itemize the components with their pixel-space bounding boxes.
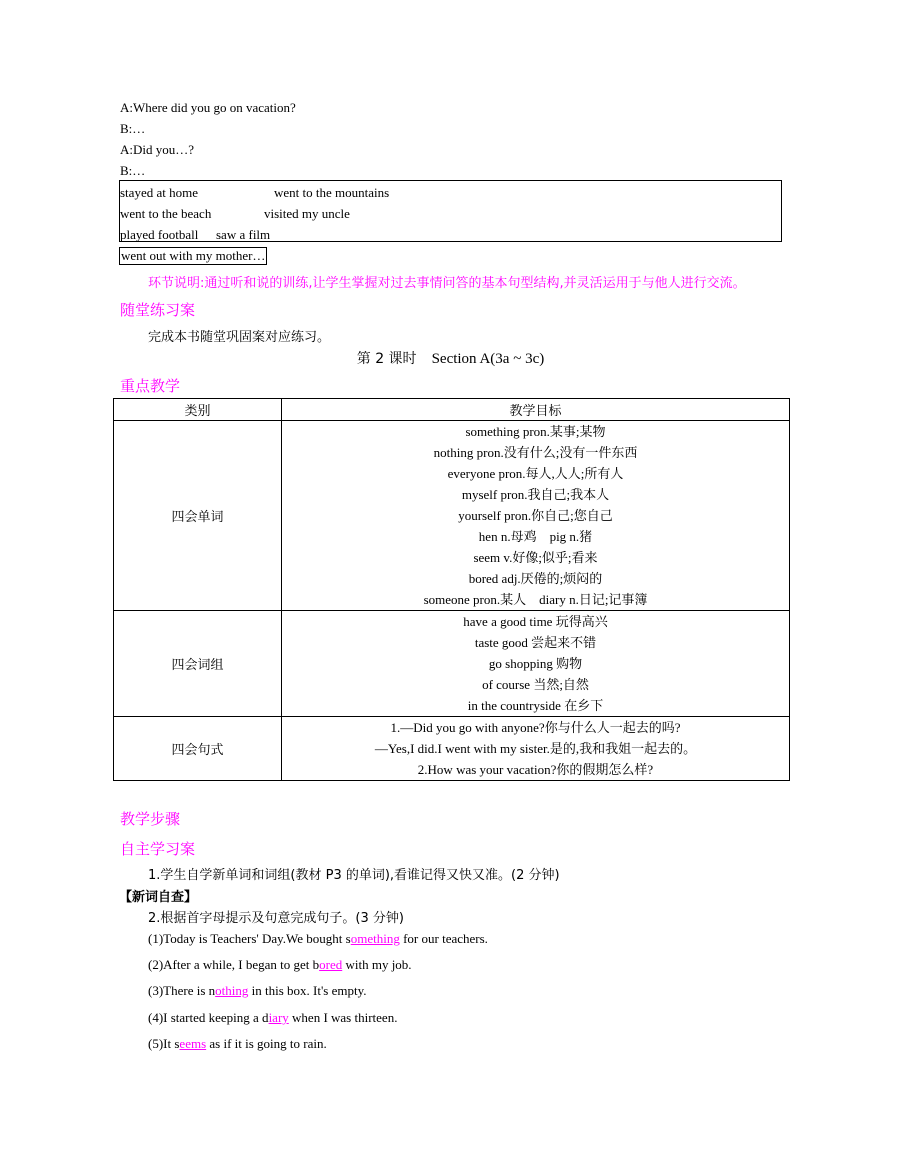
sentence-text: as if it is going to rain. <box>206 1036 327 1051</box>
dialogue-line-b1: B:… <box>120 121 146 136</box>
phrase: visited my uncle <box>264 206 350 221</box>
goal-item: someone pron.某人 diary n.日记;记事簿 <box>423 592 648 607</box>
sentence-text: (4)I started keeping a d <box>148 1010 269 1025</box>
category-cell: 四会词组 <box>114 611 282 717</box>
sentence-text: (5)It s <box>148 1036 180 1051</box>
answer-blank: eems <box>179 1036 207 1051</box>
dialogue-line-a1: A:Where did you go on vacation? <box>120 100 296 115</box>
phrase: played football <box>120 227 199 242</box>
answer-blank: iary <box>268 1010 289 1025</box>
key-teaching-heading: 重点教学 <box>120 377 181 395</box>
sentence <box>148 1036 327 1052</box>
sentence <box>148 1010 397 1026</box>
goal-item: myself pron.我自己;我本人 <box>461 487 610 502</box>
steps-heading: 教学步骤 <box>120 810 181 828</box>
goal-item: 2.How was your vacation?你的假期怎么样? <box>417 762 654 777</box>
dialogue-line-a2: A:Did you…? <box>120 142 195 157</box>
table-row <box>114 421 790 611</box>
sentence <box>148 983 367 999</box>
goal-item: yourself pron.你自己;您自己 <box>458 508 613 523</box>
teaching-goals-table <box>113 398 790 781</box>
sentence-text: for our teachers. <box>399 931 488 946</box>
phrase: went to the beach <box>120 206 212 221</box>
goal-item: something pron.某事;某物 <box>465 424 606 439</box>
section-note: 环节说明:通过听和说的训练,让学生掌握对过去事情问答的基本句型结构,并灵活运用于与他人进行交流。 <box>148 276 746 291</box>
category-cell: 四会句式 <box>114 717 282 781</box>
task-1: 1.学生自学新单词和词组(教材 P3 的单词),看谁记得又快又准。(2 分钟) <box>148 868 560 883</box>
goal-item: taste good 尝起来不错 <box>474 635 597 650</box>
goal-item: —Yes,I did.I went with my sister.是的,我和我姐一起去的。 <box>374 741 697 756</box>
goal-item: go shopping 购物 <box>488 656 583 671</box>
goal-item: have a good time 玩得高兴 <box>463 614 608 629</box>
new-words-heading: 【新词自查】 <box>119 890 198 905</box>
phrase: went to the mountains <box>274 185 390 200</box>
goal-item: everyone pron.每人,人人;所有人 <box>447 466 624 481</box>
table-header-row <box>114 399 790 421</box>
goal-item: bored adj.厌倦的;烦闷的 <box>468 571 603 586</box>
sentence <box>148 957 412 973</box>
goal-item: hen n.母鸡 pig n.猪 <box>478 529 593 544</box>
goal-cell <box>282 421 790 611</box>
sentence-text: (3)There is n <box>148 983 216 998</box>
goal-item: 1.—Did you go with anyone?你与什么人一起去的吗? <box>390 720 681 735</box>
goal-cell <box>282 717 790 781</box>
lesson-title-cn: 第 2 课时 <box>356 351 417 367</box>
phrase-box-extra: went out with my mother… <box>121 248 266 263</box>
sentence-text: when I was thirteen. <box>288 1010 398 1025</box>
sentence <box>148 931 488 947</box>
phrase: saw a film <box>216 227 271 242</box>
lesson-title <box>0 348 901 368</box>
sentence-text: in this box. It's empty. <box>248 983 367 998</box>
sentence-text: with my job. <box>342 957 412 972</box>
phrase: stayed at home <box>120 185 198 200</box>
phrase-box <box>119 180 782 242</box>
practice-text: 完成本书随堂巩固案对应练习。 <box>148 330 331 345</box>
lesson-title-en: Section A(3a ~ 3c) <box>431 351 545 367</box>
header-category: 类别 <box>114 399 282 421</box>
practice-heading: 随堂练习案 <box>120 301 196 319</box>
goal-item: nothing pron.没有什么;没有一件东西 <box>433 445 638 460</box>
dialogue-line-b2: B:… <box>120 163 146 178</box>
goal-item: of course 当然;自然 <box>482 677 589 692</box>
goal-cell <box>282 611 790 717</box>
self-study-heading: 自主学习案 <box>120 840 196 858</box>
goal-item: in the countryside 在乡下 <box>467 698 604 713</box>
sentence-text: (1)Today is Teachers' Day.We bought s <box>148 931 351 946</box>
sentence-text: (2)After a while, I began to get b <box>148 957 320 972</box>
table-row <box>114 717 790 781</box>
answer-blank: othing <box>215 983 249 998</box>
answer-blank: ored <box>319 957 343 972</box>
category-cell: 四会单词 <box>114 421 282 611</box>
goal-item: seem v.好像;似乎;看来 <box>473 550 598 565</box>
table-row <box>114 611 790 717</box>
answer-blank: omething <box>350 931 400 946</box>
task-2: 2.根据首字母提示及句意完成句子。(3 分钟) <box>148 911 404 926</box>
header-goal: 教学目标 <box>282 399 790 421</box>
